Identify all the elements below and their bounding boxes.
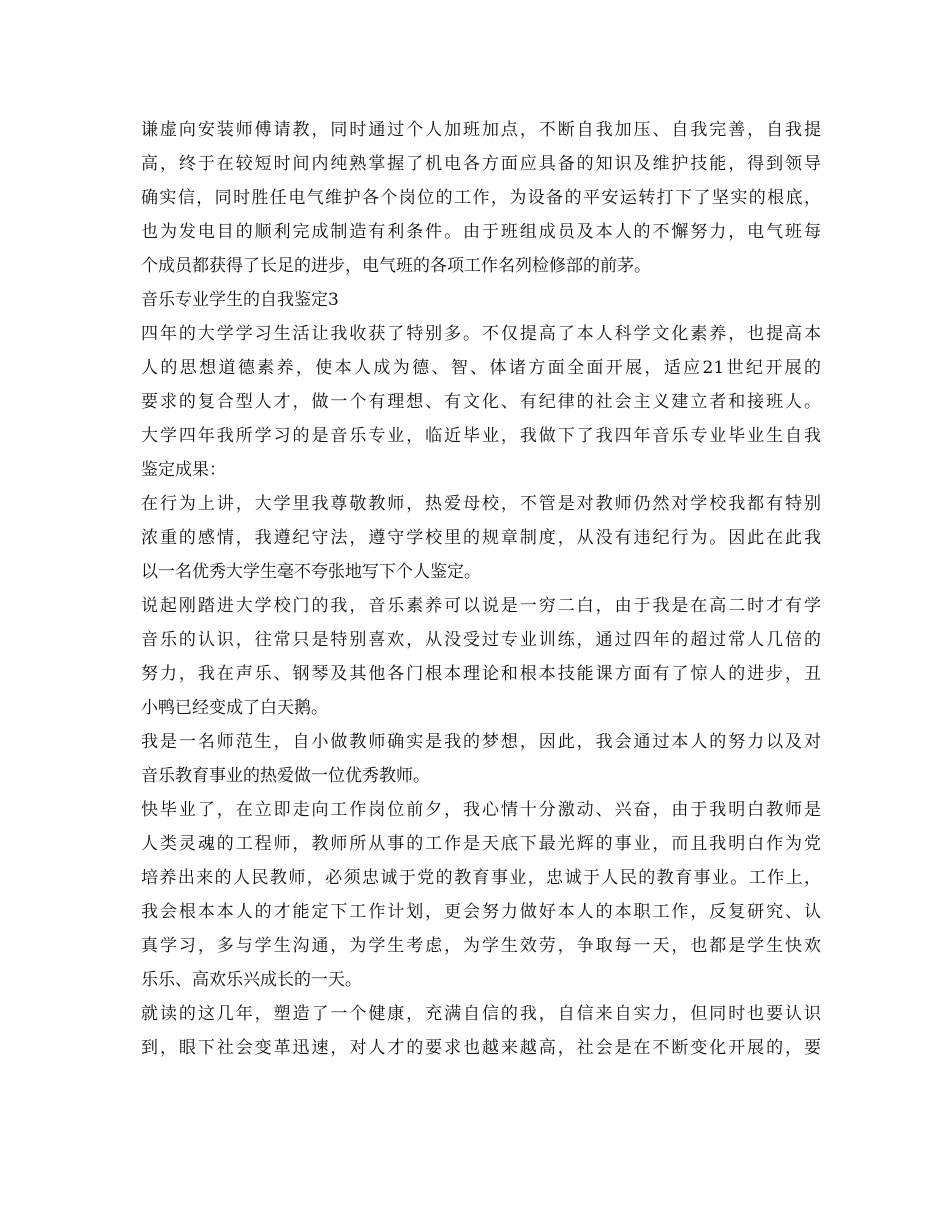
text-line: 小鸭已经变成了白天鹅。 [141,698,328,718]
text-line: 要求的复合型人才，做一个有理想、有文化、有纪律的社会主义建立者和接班人。 [141,392,821,412]
text-line: 我会根本本人的才能定下工作计划，更会努力做好本人的本职工作，反复研究、认 [141,902,821,922]
text-line: 也为发电目的顺利完成制造有利条件。由于班组成员及本人的不懈努力，电气班每 [141,222,821,242]
text-line: 就读的这几年，塑造了一个健康，充满自信的我，自信来自实力，但同时也要认识 [141,1004,821,1024]
text-line: 音乐教育事业的热爱做一位优秀教师。 [141,766,430,786]
text-line: 培养出来的人民教师，必须忠诚于党的教育事业，忠诚于人民的教育事业。工作上， [141,868,821,888]
text-line: 浓重的感情，我遵纪守法，遵守学校里的规章制度，从没有违纪行为。因此在此我 [141,528,821,548]
text-line: 鉴定成果： [141,460,226,480]
text-line: 乐乐、高欢乐兴成长的一天。 [141,970,362,990]
text-line: 我是一名师范生，自小做教师确实是我的梦想，因此，我会通过本人的努力以及对 [141,732,821,752]
text-line: 快毕业了，在立即走向工作岗位前夕，我心情十分激动、兴奋，由于我明白教师是 [141,800,821,820]
text-line: 高，终于在较短时间内纯熟掌握了机电各方面应具备的知识及维护技能，得到领导 [141,154,821,174]
text-line: 以一名优秀大学生毫不夸张地写下个人鉴定。 [141,562,481,582]
document-body [141,113,821,1065]
text-line: 真学习，多与学生沟通，为学生考虑，为学生效劳，争取每一天，也都是学生快欢 [141,936,821,956]
text-line: 音乐专业学生的自我鉴定3 [141,290,339,310]
text-line: 到，眼下社会变革迅速，对人才的要求也越来越高，社会是在不断变化开展的，要 [141,1038,821,1058]
text-line: 个成员都获得了长足的进步，电气班的各项工作名列检修部的前茅。 [141,256,651,276]
text-line: 说起刚踏进大学校门的我，音乐素养可以说是一穷二白，由于我是在高二时才有学 [141,596,821,616]
text-line: 大学四年我所学习的是音乐专业，临近毕业，我做下了我四年音乐专业毕业生自我 [141,426,821,446]
text-line: 努力，我在声乐、钢琴及其他各门根本理论和根本技能课方面有了惊人的进步，丑 [141,664,821,684]
text-line: 音乐的认识，往常只是特别喜欢，从没受过专业训练，通过四年的超过常人几倍的 [141,630,821,650]
text-line: 在行为上讲，大学里我尊敬教师，热爱母校，不管是对教师仍然对学校我都有特别 [141,494,821,514]
text-line: 人类灵魂的工程师，教师所从事的工作是天底下最光辉的事业，而且我明白作为党 [141,834,821,854]
text-line: 确实信，同时胜任电气维护各个岗位的工作，为设备的平安运转打下了坚实的根底， [141,188,821,208]
text-line: 四年的大学学习生活让我收获了特别多。不仅提高了本人科学文化素养，也提高本 [141,324,821,344]
text-line: 谦虚向安装师傅请教，同时通过个人加班加点，不断自我加压、自我完善，自我提 [141,120,821,140]
text-line: 人的思想道德素养，使本人成为德、智、体诸方面全面开展，适应21世纪开展的 [141,358,821,378]
